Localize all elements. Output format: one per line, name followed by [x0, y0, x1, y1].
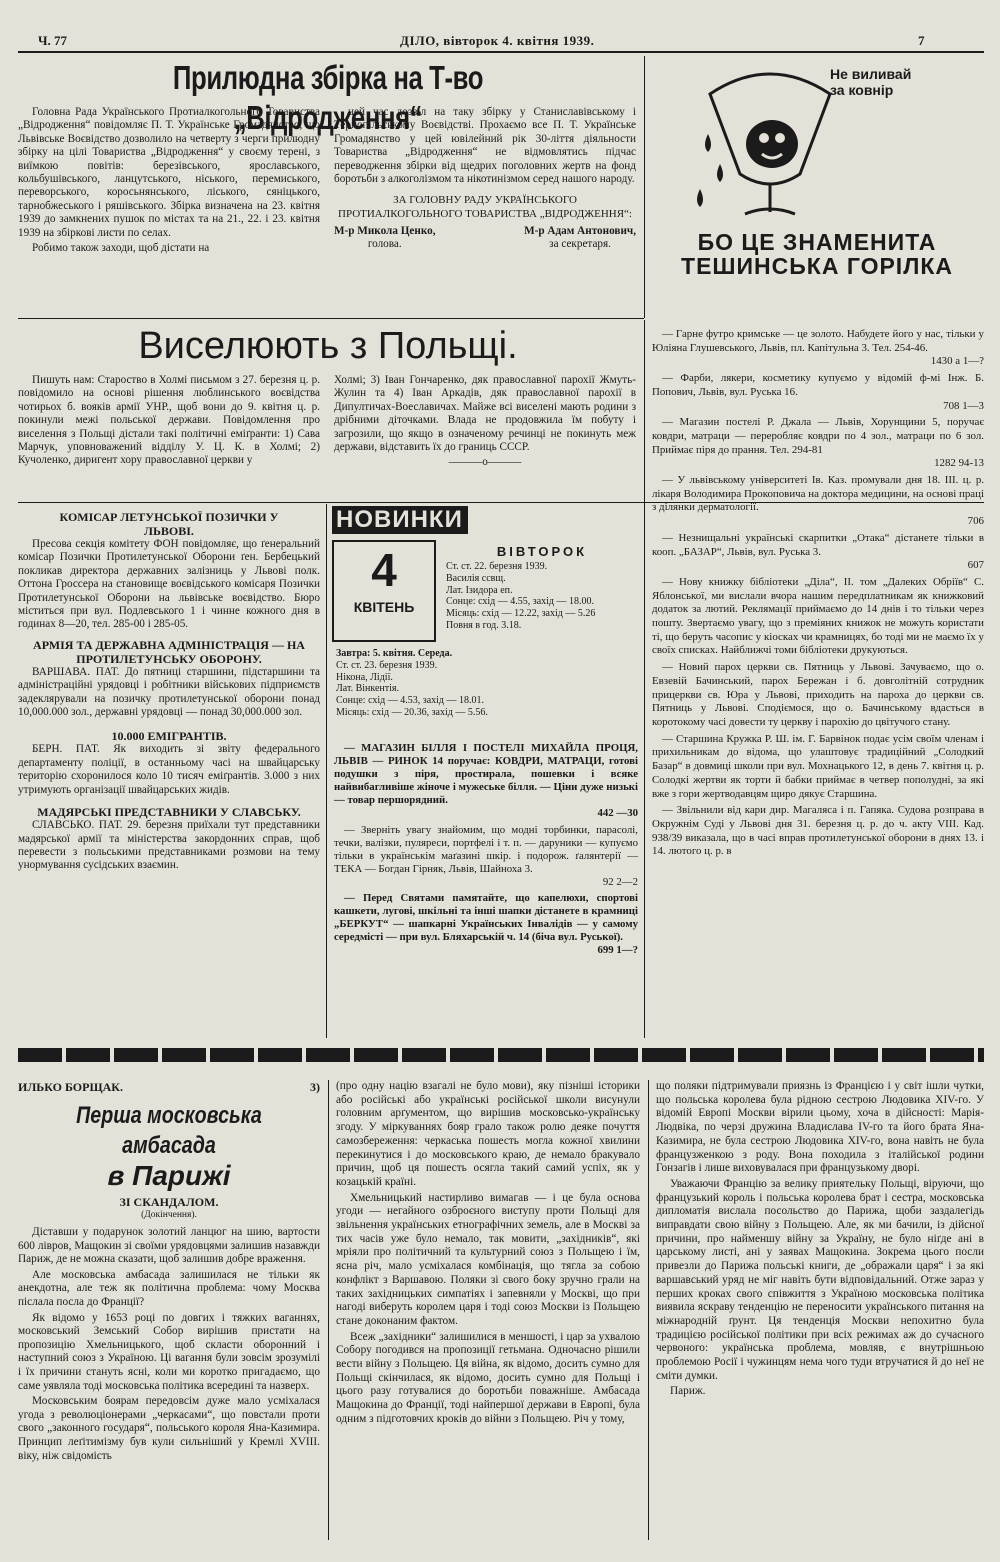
article-col-2: [336, 1080, 640, 1429]
novynky-title: НОВИНКИ: [332, 506, 468, 534]
paragraph: Московським боярам передовсім дуже мало усміхалася угода з революціонерами „черкасами“, що повстали проти свого „законного государя“, польського короля Яна-Казимира. Принцип леґітимізму був кули сильніший у Кремлі XVIII. віку, ніж свідомість: [18, 1395, 320, 1462]
weekday: ВІВТОРОК: [496, 544, 588, 559]
article-title: Прилюдна збірка на Т-во „Відродження“: [172, 59, 484, 136]
paragraph: Париж.: [670, 1385, 706, 1398]
paragraph: Але московська амбасада залишилася не тільки як анекдотна, але теж як політична проблема: чому Москва післала посла до Франції?: [18, 1268, 320, 1308]
month-name: КВІТЕНЬ: [353, 599, 415, 615]
board-signature: ЗА ГОЛОВНУ РАДУ УКРАЇНСЬКОГО ПРОТИАЛКОГОЛЬНОГО ТОВАРИСТВА „ВІДРОДЖЕННЯ“:: [338, 194, 632, 220]
slogan-line: ТЕШИНСЬКА ГОРІЛКА: [681, 253, 953, 279]
article-collection-drive: [18, 58, 638, 316]
news-title: КОМІСАР ЛЕТУНСЬКОЇ ПОЗИЧКИ У ЛЬВОВІ.: [59, 510, 279, 538]
caption-line: за ковнір: [830, 82, 894, 98]
news-title: МАДЯРСЬКІ ПРЕДСТАВНИКИ У СЛАВСЬКУ.: [37, 805, 301, 820]
paragraph: (про одну націю взагалі не було мови), яку пізніші історики або російські або українські російської школи висунули головним арґументом, що вирішив московсько-українську згоду. У міркуваннях бояр грало також ролю деяке почуття самозбереження: черкаська пошесть могла кожної хвилини перекинутися і до московського краю, де немало бракувало причин, щоб ця пошесть осягла такий самий успіх, як у козацькій країні.: [336, 1080, 640, 1188]
article-col-1: [18, 1080, 320, 1465]
paragraph: БЕРН. ПАТ. Як виходить зі звіту федерального департаменту поліції, в останньому часі на швайцарську територію схоронилося коло 10 тисяч еміґрантів. 3.000 з них утримують організації швайцарських жидів.: [18, 743, 320, 796]
page-number: 7: [918, 33, 925, 48]
calendar-line: Лат. Вінкентія.: [336, 683, 400, 695]
paragraph: Всеж „західники“ залишилися в меншості, і цар за ухвалою Собору погодився на пропозиції гетьмана. Одночасно рішили вести війну з Польщею. Ця війна, як відомо, досить сумно для Польщі скінчилася, як відомо, досить сумно для Польщі і цього разу готувалися до боротьби поважніше. Амбасада Мащокина до Франції, тоді найпершої держави в Европі, була одним з підготовчих кроків до війни з Польщею. Річ у тому,: [336, 1330, 640, 1425]
ad-text: — Нову книжку бібліотеки „Діла“, II. том „Далеких Обріїв“ С. Яблонської, ми вислали вчора нашим передплатникам як книжковий додаток за лютий. Реклямації приймаємо до 14 днів і то тільки через пошту. Звертаємо увагу, що з преміяних книжок не можуть користати ті, що беруть часопис у кіосках чи крамницях, бо тоді ми не маємо їх у своїх списках. Найближчі томи бібліотеки друкуються.: [652, 575, 984, 657]
ad-text: — Звільнили від кари дир. Магаляса і п. Гапяка. Судова розправа в Окружнім Суді у Львові дня 31. березня ц. р. до ч. акту VIII. Кад. 938/39 виказала, що в часі вправ протилетунської оборони в днях 13. і 14. лютого ц. р. в: [652, 804, 984, 858]
issue-number: Ч. 77: [38, 33, 68, 48]
news-column-left: [18, 510, 320, 875]
ad-text: — МАГАЗИН БІЛЛЯ І ПОСТЕЛІ МИХАЙЛА ПРОЦЯ, ЛЬВІВ — РИНОК 14 поручає: КОВДРИ, МАТРАЦИ, готові подушки з піря, простирала, пошевки і всяке найвибагливіше жіноче і мужеське білля. — Ціни дуже низькі — товар першорядний.: [334, 742, 638, 807]
classified-ad: [652, 804, 984, 859]
ad-text: — Фарби, лякери, косметику купуємо у відомій ф-мі Інж. Б. Попович, Львів, вул. Руська 16.: [652, 372, 984, 398]
title-line: в Парижі: [107, 1160, 231, 1191]
paragraph: що поляки підтримували приязнь із Францією і у світ ішли чутки, що польська королева була рідною сестрою Людовика XIV-го. У відомій Европі Москви вірили цьому, хоча в дійсності: Марія-Людвіка, по черзі дружина Владислава IV-го та його брата Яна-Казимира, не була сестрою Людовика XIV-го, вона навіть не була французженкою з роду. Вона походила з італійської родини Гонзагів і лише виховувалася при французькому дворі.: [656, 1080, 984, 1175]
column-divider: [326, 504, 327, 1038]
installment-marker: 3): [310, 1080, 320, 1094]
ad-text: — Гарне футро кримське — це золото. Набудете його у нас, тільки у Юліяна Глушевського, Львів, пл. Капітульна 3. Тел. 254-46.: [652, 328, 984, 354]
classified-ad: [652, 576, 984, 658]
paragraph: Робимо також заходи, щоб дістати на: [32, 242, 210, 255]
column-divider: [644, 320, 645, 1038]
ad-code: 699 1—?: [597, 944, 638, 957]
paragraph: Холмі; 3) Іван Гончаренко, дяк православної парохії Жмуть-Жулин та 4) Іван Аркадів, дяк православної парохії в Дипултичах-Воеславичах. Майже всі виселені мають родини з дрібними діточками. Влада не продовжила їм побуту і загрозили, що якщо в означеному речинці не покинуть меж держави, відставить їх до границь СССР.: [334, 374, 636, 454]
calendar-line: Василія ссвщ.: [446, 572, 506, 584]
feuilleton-separator: [18, 1048, 984, 1062]
calendar-line: Сонце: схід — 4.53, захід — 18.01.: [336, 695, 485, 707]
calendar-line: Ст. ст. 22. березня 1939.: [446, 561, 548, 572]
classified-ads-center: [334, 742, 638, 961]
today-calendar: [446, 544, 638, 632]
calendar-line: Лат. Ізидора еп.: [446, 584, 513, 596]
ad-text: — Перед Святами памятайте, що капелюхи, спортові кашкети, лугові, шкільні та інші шапки дістанете в крамниці „БЕРКУТ“ — шапкарні Українських Інвалідів — у самому середмісті — при вул. Бляхарській ч. 14 (біча вул. Руської).: [334, 892, 638, 944]
byline: [18, 1080, 320, 1095]
ad-code: 708 1—3: [943, 399, 984, 412]
article-title: Виселюють з Польщі.: [138, 325, 518, 367]
signature-name: М-р Адам Антонович,: [524, 225, 636, 238]
calendar-line: Завтра: 5. квітня. Середа.: [336, 648, 453, 659]
news-title: 10.000 ЕМІГРАНТІВ.: [111, 729, 227, 744]
ad-text: — Зверніть увагу знайомим, що модні торбинки, парасолі, течки, валізки, пуляреси, портфелі і т. п. — даруники — купуємо тільки в українськім маґазині шкір. і подорож. ґалянтерії — ТЕКА — Богдан Гірняк, Львів, Шайноха 3.: [334, 823, 638, 875]
day-number: 4: [371, 544, 397, 596]
paragraph: СЛАВСЬКО. ПАТ. 29. березня приїхали тут представники мадярської армії та міністерства закордонних справ, щоб перевести з польськими представниками розмови на тему унормування сусідських взаємин.: [18, 819, 320, 872]
news-item: [18, 729, 320, 797]
paragraph: Головна Рада Українського Протиалкогольного Товариства „Відродження“ повідомляє П. Т. Українське Громадянство, що Львівське Воєвідство дозволило на четверту з черги прилюдну збірку на цілі Товариства „Відродження“ у своєму терені, з виїмкою повітів: березівського, ярославського, кольбушівського, ланцутського, ніського, перемиського, переворського, коросьнянського, ліського, сяніцького, тарнобжеського і ряшівського. Збірка визначена на 23. квітня 1939 до замкнених пушок по містах та на 21., 22. і 23. квітня 1939 на збіркові листи по селах.: [18, 106, 320, 239]
paragraph: ВАРШАВА. ПАТ. До пятниці старшини, підстаршини та адміністраційні урядовці і робітники військових підприємств задеклярували на позичку протилетунської оборони понад 10,000.000 зол., державні урядовці — понад 30,000.000 зол.: [18, 665, 320, 719]
signature-role: голова.: [367, 238, 402, 251]
article-column-2: [334, 106, 636, 251]
ad-caption: [830, 66, 911, 98]
classified-ad: [652, 532, 984, 573]
column-divider: [648, 1080, 649, 1540]
ad-code: 1430 а 1—?: [930, 355, 984, 368]
news-item: [18, 510, 320, 632]
ad-text: — Незнищальні українські скарпитки „Отака“ дістанете тільки в кооп. „БАЗАР“, Львів, вул. Руська 3.: [652, 531, 984, 558]
column-divider: [328, 1080, 329, 1540]
calendar-line: Сонце: схід — 4.55, захід — 18.00.: [446, 596, 595, 608]
news-item: [18, 805, 320, 873]
article-col-3: [656, 1080, 984, 1401]
ad-code: 607: [967, 559, 984, 572]
tipping-glass-illustration: [690, 64, 850, 229]
ad-code: 442 —30: [597, 807, 638, 820]
subtitle: ЗІ СКАНДАЛОМ.: [119, 1195, 219, 1209]
signature-name: М-р Микола Ценко,: [334, 225, 436, 238]
column-divider: [644, 56, 645, 318]
ad-text: — Новий парох церкви св. Пятниць у Львові. Зачуваємо, що о. Евзевій Бачинський, парох Бережан і б. довголітній сотрудник прицеркви св. Юра у Львові, приходить на пароха до церкви св. Пятниць у Львові. Сподіємося, що о. Бачинському вдасться в коротокому часі довести ту церкву і парохію до цвітучого стану.: [652, 661, 984, 728]
paragraph: Пишуть нам: Староство в Холмі письмом з 27. березня ц. р. повідомило на основі рішення люблинського воєвідства чотирьох б. вояків армії УНР., щоб вони до 9. квітня ц. р. покинули межі польської держави. Повідомлення про виселення з Польщі дістали такі політичні еміґранти: 1) Сава Марчук, уповноважений відділу У. Ц. К. в Холмі; 2) Кучоленко, диригент хору православної церкви у: [18, 374, 320, 467]
paragraph: цей час дозвіл на таку збірку у Станиславівському і Тернопільському Воєвідстві. Прохаємо все П. Т. Українське Громадянство у цей ювілейний рік 30-ліття діяльности Товариства „Відродження“ не відмовлятись підчас переводження збірки від щедрих поголовних жертв на фонд боротьби з алкоголізмом та нікотинізмом серед нашого народу.: [334, 106, 636, 186]
ad-text: — Старшина Кружка Р. Ш. ім. Г. Барвінок подає усім своїм членам і прихильникам до відома, що улаштовує традиційний „Солодкий Базар“ в довмиці школи при вул. Мохнацького 12, в день 7. квітня ц. р. Солодкі жертви як торти й бабки приймає в четвер пополудні, за які вже з гори жертводавцям щиро дякує Старшина.: [652, 732, 984, 800]
ad-text: — Магазин постелі Р. Джала — Львів, Хорунщини 5, поручає ковдри, матраци — переробляє ковдри по 4 зол., матраци по 6 зол. Приймає піря до прання. Тел. 294-81: [652, 416, 984, 456]
section-rule: [18, 318, 644, 319]
classified-ad: [652, 733, 984, 802]
subtitle-note: (Докінчення).: [141, 1210, 197, 1220]
caption-line: Не виливай: [830, 66, 912, 82]
signatures: [334, 225, 636, 251]
classified-ads-right: [652, 328, 984, 862]
tomorrow-calendar: [336, 648, 636, 719]
article-title: [18, 1101, 320, 1191]
paragraph: Діставши у подарунок золотий ланцюг на шию, вартости 600 лівров, Мащокин зі своїми урядовцями залишив назавжди Париж, де не можна сказати, щоб залишив добре враження.: [18, 1226, 320, 1266]
classified-ad: [334, 824, 638, 889]
news-title: АРМІЯ ТА ДЕРЖАВНА АДМІНІСТРАЦІЯ — НА ПРОТИЛЕТУНСЬКУ ОБОРОНУ.: [33, 637, 305, 666]
classified-ad: [652, 372, 984, 413]
classified-ad: [334, 742, 638, 821]
ad-code: 706: [967, 515, 984, 528]
classified-ad: [652, 328, 984, 369]
signature-role: за секретаря.: [549, 238, 611, 251]
classified-ad: [652, 474, 984, 529]
liquor-advertisement: [650, 58, 984, 320]
author: ИЛЬКО БОРЩАК.: [18, 1080, 124, 1094]
date-box: [332, 540, 436, 642]
paragraph: Пресова секція комітету ФОН повідомляє, що ґенеральний комісар Позички Протилетунської Оборони ґен. Бербецький покликав директора державних залізниць у Львові полк. Оттона Гроссера на становище воєвідського комісаря Позички Протилетунської Оборони на львівське воєвідство. Бюро міститься при вул. Подлевського 1 і чинне кожного дня в годинах 8—20, тел. 285-00 і 285-05.: [18, 538, 320, 631]
page-header: [20, 33, 982, 51]
header-rule: [18, 51, 984, 53]
paragraph: Як відомо у 1653 році по довгих і тяжких ваганнях, московський Земський Собор вирішив пристати на пропозицію Хмельницького, щоб скласти оборонний і наступний союз з Україною. Ці вагання були зовсім зрозумілі і їх причини стануть ясні, коли ми коротко пригадаємо, що саме уявляла тоді московська політика всередині та назверх.: [18, 1311, 320, 1392]
calendar-line: Місяць: схід — 12.22, захід — 5.26: [446, 608, 596, 620]
masthead-date: ДІЛО, вівторок 4. квітня 1939.: [400, 33, 595, 48]
news-item: [18, 638, 320, 720]
article-column-1: [18, 374, 320, 470]
signature-secretary: [524, 225, 636, 251]
classified-ad: [652, 661, 984, 730]
end-mark: ———о———: [448, 456, 522, 469]
novynky-section: [332, 506, 638, 730]
classified-ad: [334, 892, 638, 957]
article-column-1: [18, 106, 320, 257]
article-moscow-embassy: [18, 1080, 984, 1550]
ad-text: — У львівському університеті Ів. Каз. промували дня 18. III. ц. р. лікаря Володимира Прокоповича на доктора медицини, на основі праці з ділянки дерматології.: [652, 474, 984, 514]
article-column-2: [334, 374, 636, 470]
signature-chairman: [334, 225, 436, 251]
article-deportation: [18, 322, 638, 498]
classified-ad: [652, 416, 984, 471]
calendar-line: Повня в год. 3.18.: [446, 619, 522, 631]
slogan-line: БО ЦЕ ЗНАМЕНИТА: [697, 229, 937, 255]
ad-code: 92 2—2: [602, 875, 638, 888]
ad-code: 1282 94-13: [934, 457, 984, 470]
calendar-line: Ст. ст. 23. березня 1939.: [336, 659, 438, 671]
paragraph: Хмельницький настирливо вимагав — і це була основа угоди — негайного озброєного виступу проти Польщі для звільнення українських етнографічних земель, але в Москві за тих часів уже було немало, так мовити, „західників“, які мріяли про політичний та культурний союз з Польщею і їм, ясна річ, мало усміхалася комбінація, що тягла за собою конфлікт з Варшавою. Поляки зі свого боку зручно грали на таких західницьких симпатіях і запевняли у Москві, що при нагоді виберуть королем царя і тоді союз Москви із Польщею стане доконаним фактом.: [336, 1191, 640, 1327]
title-line: Перша московська амбасада: [76, 1102, 262, 1159]
ad-slogan: [650, 230, 984, 278]
paragraph: Уважаючи Францію за велику приятельку Польщі, віруючи, що французький король і польська королева брат і сестра, московська дипломатія вислала посольство до Парижа, щоби заздалегідь виправдати свою війну з Польщею. Але, як ми бачили, із дійсної причини, про найменшу війну за Україну, не було ніґде ані в царському листі, ані у заявах Мащокина. Зокрема цього посли привезли до Парижа польські книги, де „ображали царя“ і за які варшавський уряд не міг навіть бути відповідальний. Отже зараз у перших кроках свого співжиття з Україною московська політика виявила яскраву тенденцію не переносити українського питання на міжнародній ґрунт. Ця тенденція Москви непохитно була традицією російської політики при всіх режимах аж до сучасного червоного: українська проблема, мовляв, є внутрішньою проблемою Росії і чужинцям нема чого туди втручатися й до неї не сміти думки.: [656, 1177, 984, 1382]
calendar-line: Місяць: схід — 20.36, захід — 5.56.: [336, 706, 488, 718]
calendar-line: Нікона, Лідії.: [336, 671, 393, 683]
